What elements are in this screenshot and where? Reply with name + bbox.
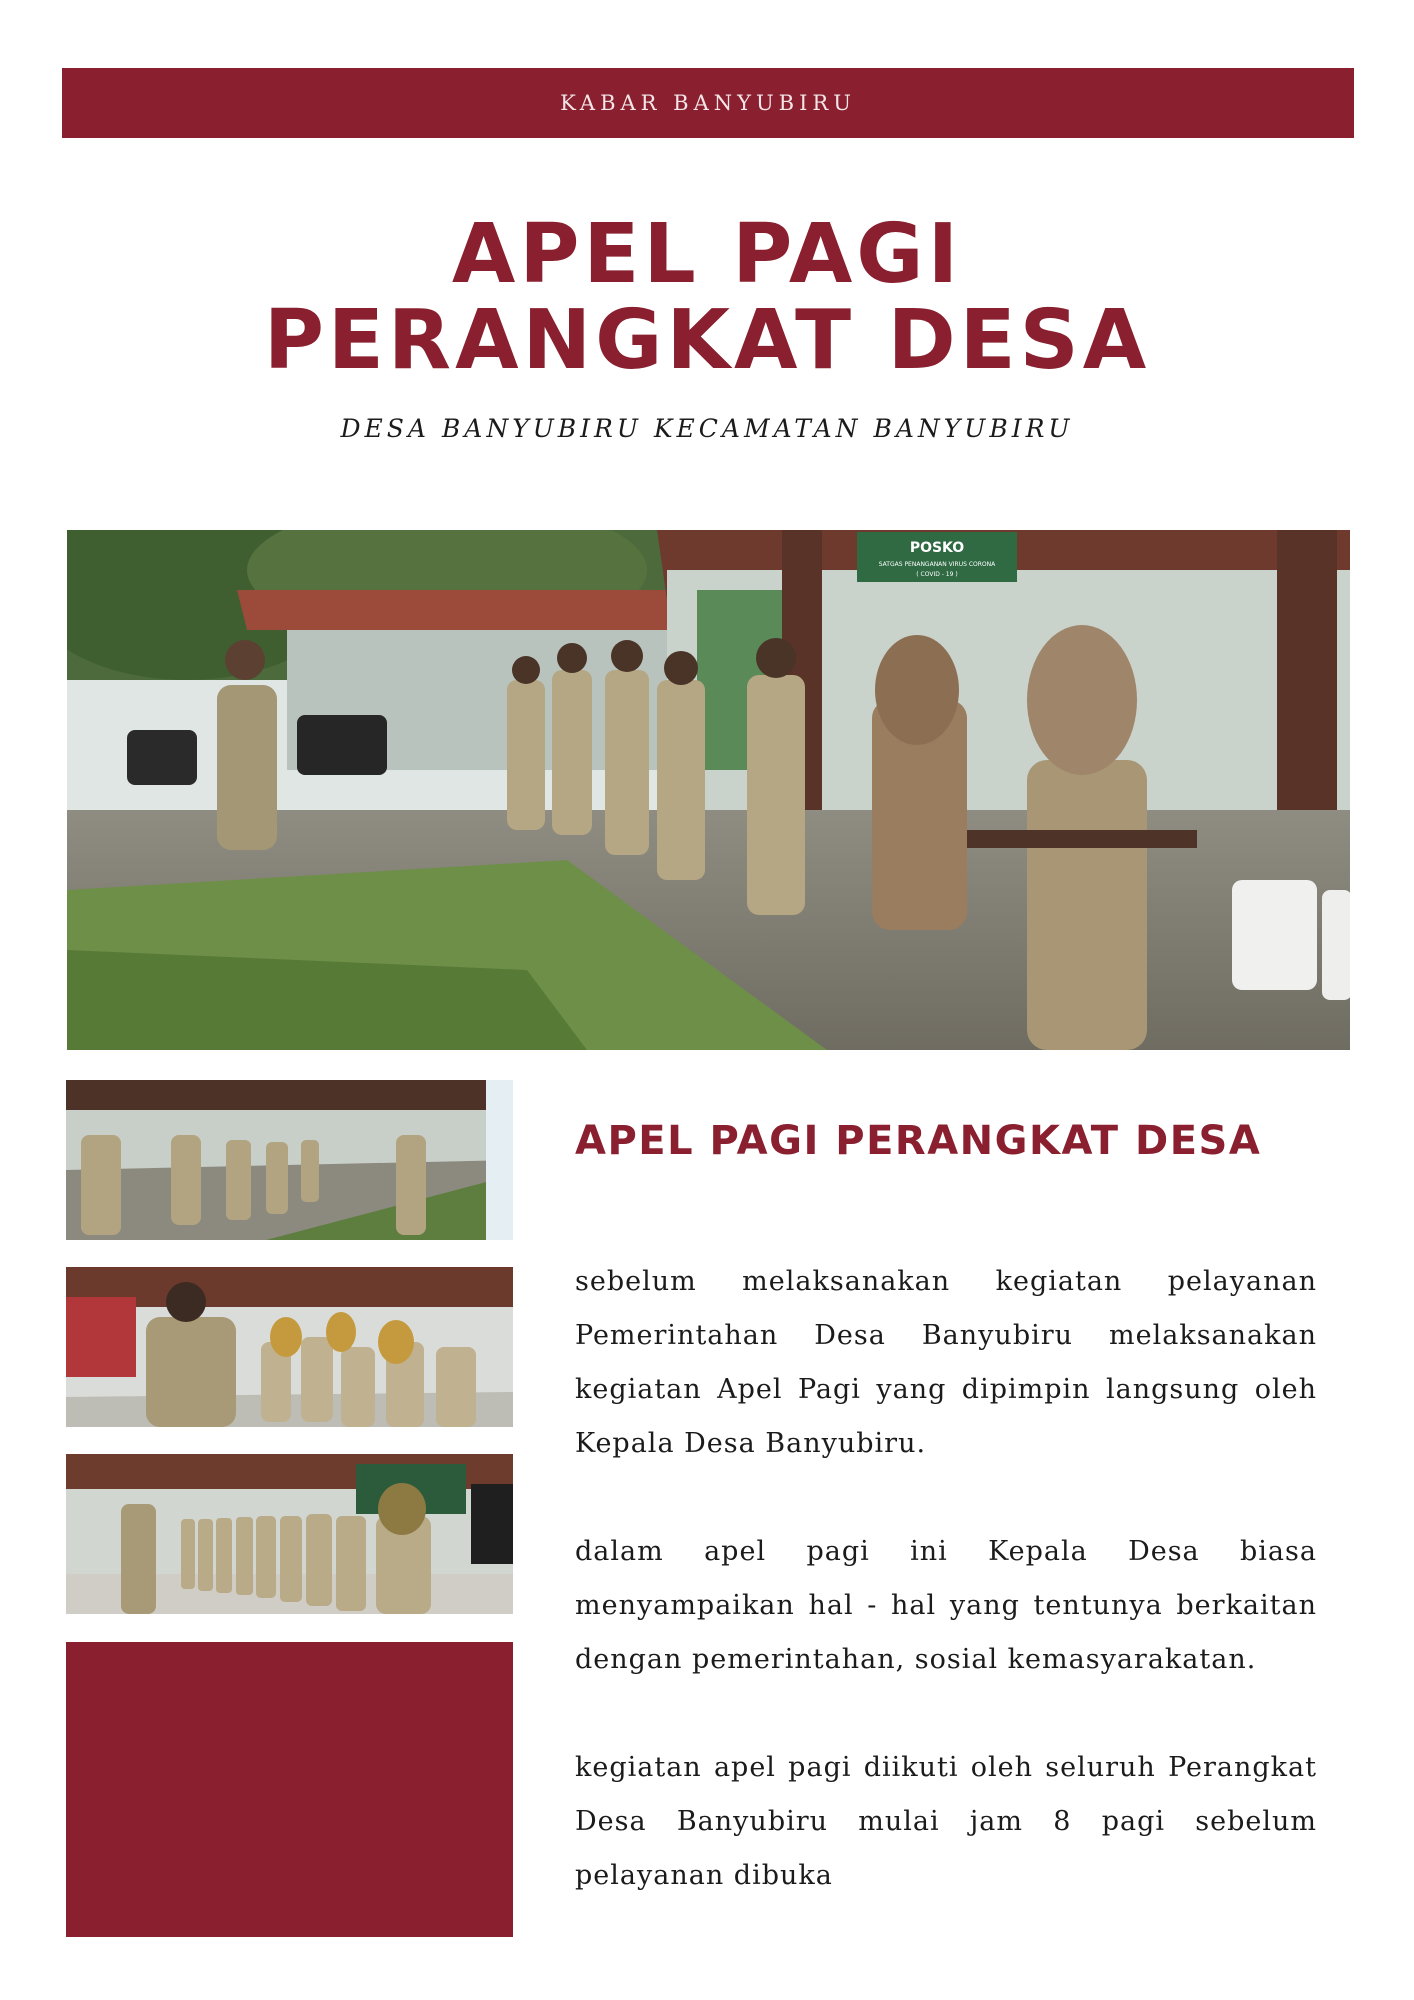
- main-photo: [67, 530, 1350, 1050]
- paragraph-2: dalam apel pagi ini Kepala Desa biasa menyampaikan hal - hal yang tentunya berkaitan dengan pemerintahan, sosial kemasyarakatan.: [575, 1536, 1317, 1675]
- photo-sign-line1: POSKO: [909, 540, 965, 556]
- page-title-line2: PERANGKAT DESA: [263, 293, 1151, 388]
- section-heading: APEL PAGI PERANGKAT DESA: [575, 1118, 1262, 1164]
- banner-label: KABAR BANYUBIRU: [560, 91, 856, 115]
- thumbnail-photo-3: [66, 1454, 513, 1614]
- paragraph-1: sebelum melaksanakan kegiatan pelayanan Pemerintahan Desa Banyubiru melaksanakan kegiatan Apel Pagi yang dipimpin langsung oleh Kepala Desa Banyubiru.: [575, 1266, 1317, 1459]
- photo-sign-line3: ( COVID - 19 ): [916, 571, 958, 578]
- page-subtitle: DESA BANYUBIRU KECAMATAN BANYUBIRU: [340, 414, 1074, 443]
- page-title: [0, 207, 1414, 388]
- photo-sign-line2: SATGAS PENANGANAN VIRUS CORONA: [878, 561, 996, 568]
- article-body: [575, 1255, 1317, 1957]
- decorative-red-block: [66, 1642, 513, 1937]
- thumbnail-photo-1: [66, 1080, 513, 1240]
- paragraph-3: kegiatan apel pagi diikuti oleh seluruh Perangkat Desa Banyubiru mulai jam 8 pagi sebelum pelayanan dibuka: [575, 1752, 1317, 1891]
- thumbnail-photo-2: [66, 1267, 513, 1427]
- page-title-line1: APEL PAGI: [451, 207, 963, 302]
- header-banner: [62, 68, 1354, 138]
